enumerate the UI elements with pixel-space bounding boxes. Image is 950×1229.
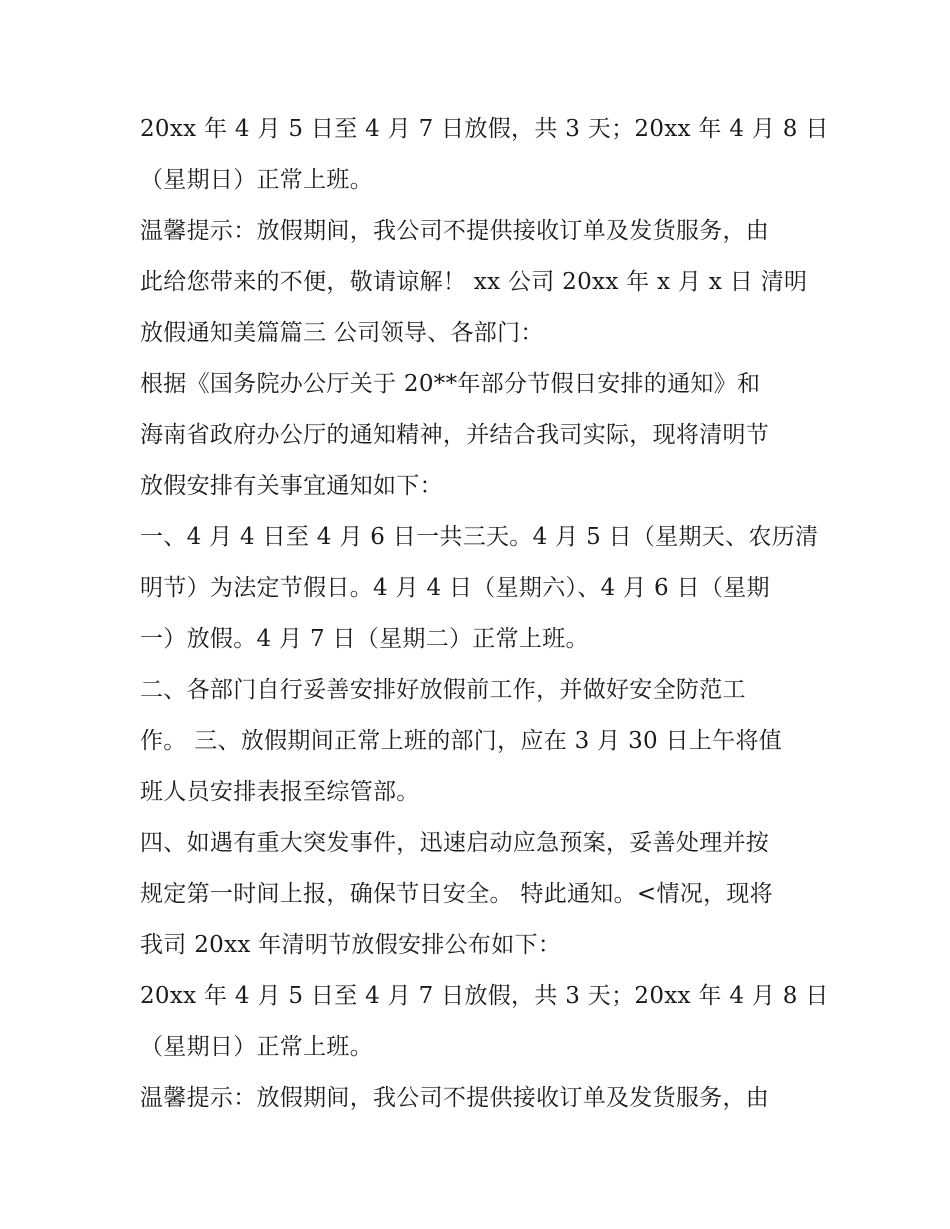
- text-line: （星期日）正常上班。: [140, 1034, 373, 1060]
- text-line: 一、4 月 4 日至 4 月 6 日一共三天。4 月 5 日（星期天、农历清: [140, 524, 819, 550]
- text-line: 温馨提示：放假期间，我公司不提供接收订单及发货服务，由: [140, 1085, 770, 1111]
- text-line: 20xx 年 4 月 5 日至 4 月 7 日放假，共 3 天；20xx 年 4 月 8 日: [140, 116, 829, 142]
- text-line: 20xx 年 4 月 5 日至 4 月 7 日放假，共 3 天；20xx 年 4 月 8 日: [140, 983, 829, 1009]
- text-line: 班人员安排表报至综管部。: [140, 779, 420, 805]
- text-line: 规定第一时间上报，确保节日安全。 特此通知。<情况，现将: [140, 881, 773, 907]
- text-line: 此给您带来的不便，敬请谅解！ xx 公司 20xx 年 x 月 x 日 清明: [140, 269, 808, 295]
- text-line: 作。 三、放假期间正常上班的部门，应在 3 月 30 日上午将值: [140, 728, 783, 754]
- text-line: 二、各部门自行妥善安排好放假前工作，并做好安全防范工: [140, 677, 746, 703]
- text-line: 明节）为法定节假日。4 月 4 日（星期六）、4 月 6 日（星期: [140, 575, 770, 601]
- text-line: 海南省政府办公厅的通知精神，并结合我司实际，现将清明节: [140, 422, 770, 448]
- document-body: [140, 104, 829, 1124]
- text-line: 根据《国务院办公厅关于 20**年部分节假日安排的通知》和: [140, 371, 761, 397]
- text-line: 放假安排有关事宜通知如下：: [140, 473, 443, 499]
- text-line: 温馨提示：放假期间，我公司不提供接收订单及发货服务，由: [140, 218, 770, 244]
- text-line: 我司 20xx 年清明节放假安排公布如下：: [140, 932, 562, 958]
- text-line: （星期日）正常上班。: [140, 167, 373, 193]
- text-line: 放假通知美篇篇三 公司领导、各部门：: [140, 320, 544, 346]
- text-line: 四、如遇有重大突发事件，迅速启动应急预案，妥善处理并按: [140, 830, 770, 856]
- text-line: 一）放假。4 月 7 日（星期二）正常上班。: [140, 626, 589, 652]
